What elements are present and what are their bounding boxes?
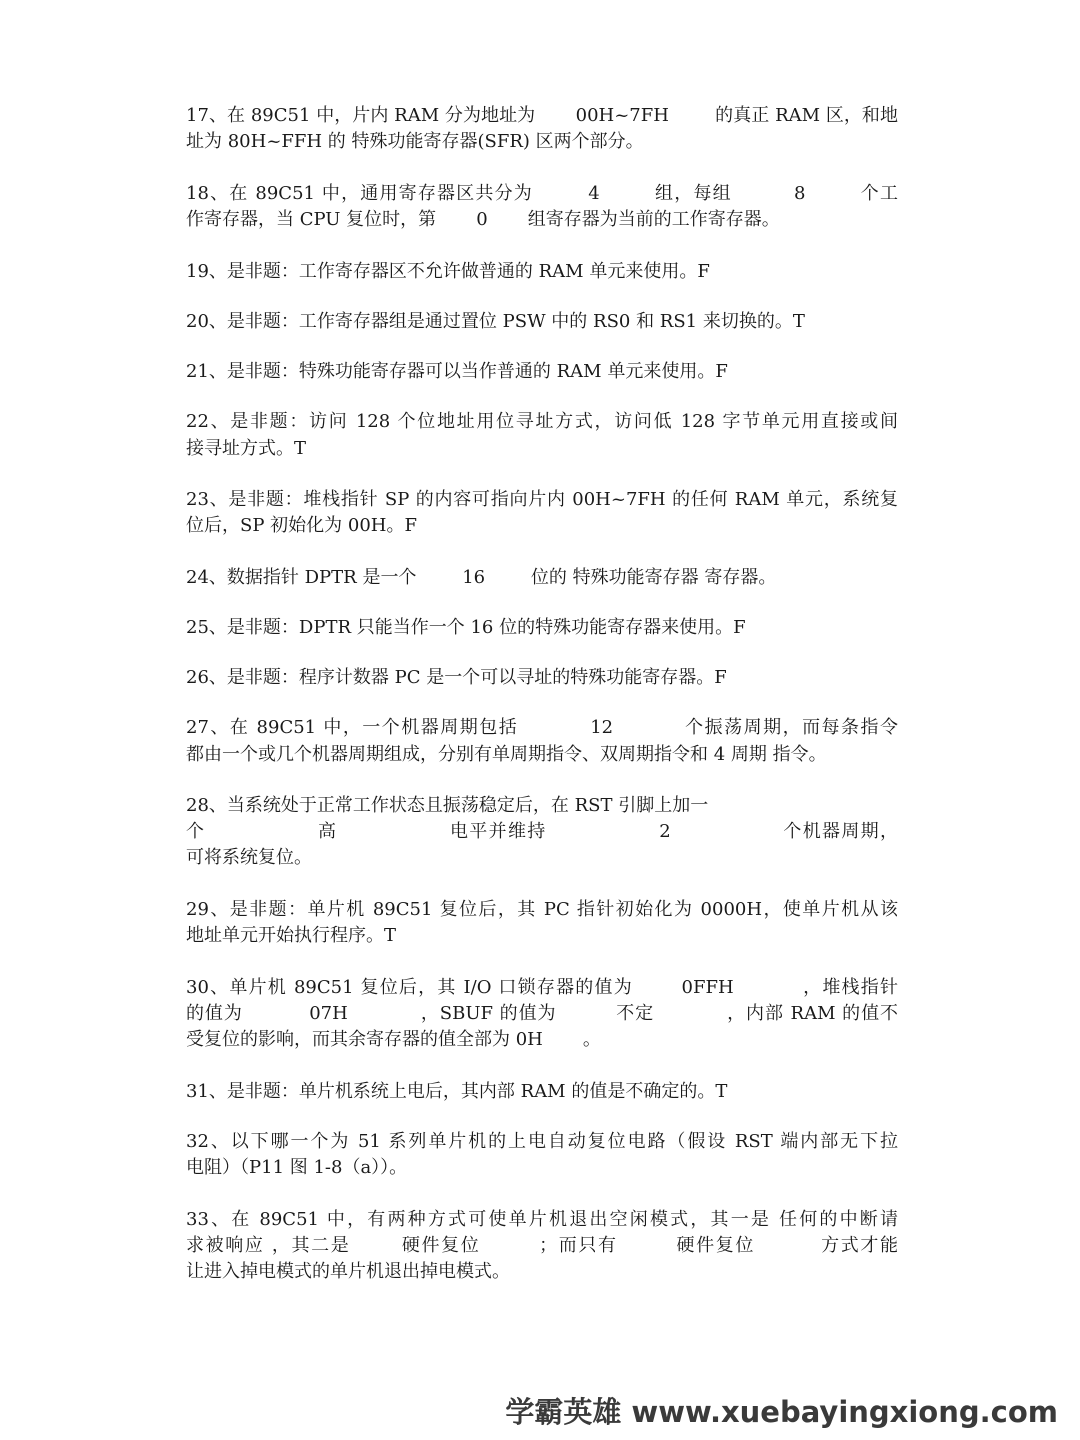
question-28-line-3: 可将系统复位。 — [186, 847, 312, 868]
question-27-line-1: 27、在 89C51 中，一个机器周期包括 12 个振荡周期，而每条指令 — [186, 717, 898, 738]
question-20-line-1: 20、是非题：工作寄存器组是通过置位 PSW 中的 RS0 和 RS1 来切换的。T — [186, 311, 805, 332]
question-30-line-2: 的值为 07H ，SBUF 的值为 不定 ，内部 RAM 的值不 — [186, 1003, 898, 1024]
question-32-line-2: 电阻）（P11 图 1-8（a））。 — [186, 1157, 408, 1178]
question-32-line-1: 32、以下哪一个为 51 系列单片机的上电自动复位电路（假设 RST 端内部无下拉 — [186, 1131, 898, 1152]
question-18-line-2: 作寄存器，当 CPU 复位时，第 0 组寄存器为当前的工作寄存器。 — [186, 209, 780, 230]
question-28-line-2: 个 高 电平并维持 2 个机器周期， — [186, 821, 898, 842]
question-33-line-3: 让进入掉电模式的单片机退出掉电模式。 — [186, 1261, 510, 1282]
question-29-line-1: 29、是非题：单片机 89C51 复位后，其 PC 指针初始化为 0000H，使单片机从该 — [186, 899, 898, 920]
question-23-line-1: 23、是非题：堆栈指针 SP 的内容可指向片内 00H~7FH 的任何 RAM 单元，系统复 — [186, 489, 898, 510]
question-17-line-1: 17、在 89C51 中，片内 RAM 分为地址为 00H~7FH 的真正 RAM 区，和地 — [186, 105, 898, 126]
question-31-line-1: 31、是非题：单片机系统上电后，其内部 RAM 的值是不确定的。T — [186, 1081, 728, 1102]
question-27-line-2: 都由一个或几个机器周期组成，分别有单周期指令、双周期指令和 4 周期 指令。 — [186, 744, 827, 765]
question-23-line-2: 位后，SP 初始化为 00H。F — [186, 515, 417, 536]
question-17-line-2: 址为 80H~FFH 的 特殊功能寄存器(SFR) 区两个部分。 — [186, 131, 644, 152]
question-19-line-1: 19、是非题：工作寄存器区不允许做普通的 RAM 单元来使用。F — [186, 261, 710, 282]
site-watermark: 学霸英雄 www.xuebayingxiong.com — [505, 1395, 1058, 1429]
question-18-line-1: 18、在 89C51 中，通用寄存器区共分为 4 组，每组 8 个工 — [186, 183, 898, 204]
question-22-line-1: 22、是非题：访问 128 个位地址用位寻址方式，访问低 128 字节单元用直接或间 — [186, 411, 898, 432]
question-30-line-1: 30、单片机 89C51 复位后，其 I/O 口锁存器的值为 0FFH ，堆栈指针 — [186, 977, 898, 998]
question-21-line-1: 21、是非题：特殊功能寄存器可以当作普通的 RAM 单元来使用。F — [186, 361, 728, 382]
question-28-line-1: 28、当系统处于正常工作状态且振荡稳定后，在 RST 引脚上加一 — [186, 795, 709, 816]
question-30-line-3: 受复位的影响，而其余寄存器的值全部为 0H 。 — [186, 1029, 601, 1050]
question-24-line-1: 24、数据指针 DPTR 是一个 16 位的 特殊功能寄存器 寄存器。 — [186, 567, 777, 588]
question-29-line-2: 地址单元开始执行程序。T — [186, 925, 397, 946]
question-22-line-2: 接寻址方式。T — [186, 438, 307, 459]
question-33-line-2: 求被响应 ，其二是 硬件复位 ；而只有 硬件复位 方式才能 — [186, 1235, 898, 1256]
question-25-line-1: 25、是非题：DPTR 只能当作一个 16 位的特殊功能寄存器来使用。F — [186, 617, 746, 638]
question-26-line-1: 26、是非题：程序计数器 PC 是一个可以寻址的特殊功能寄存器。F — [186, 667, 727, 688]
question-33-line-1: 33、在 89C51 中，有两种方式可使单片机退出空闲模式，其一是 任何的中断请 — [186, 1209, 898, 1230]
